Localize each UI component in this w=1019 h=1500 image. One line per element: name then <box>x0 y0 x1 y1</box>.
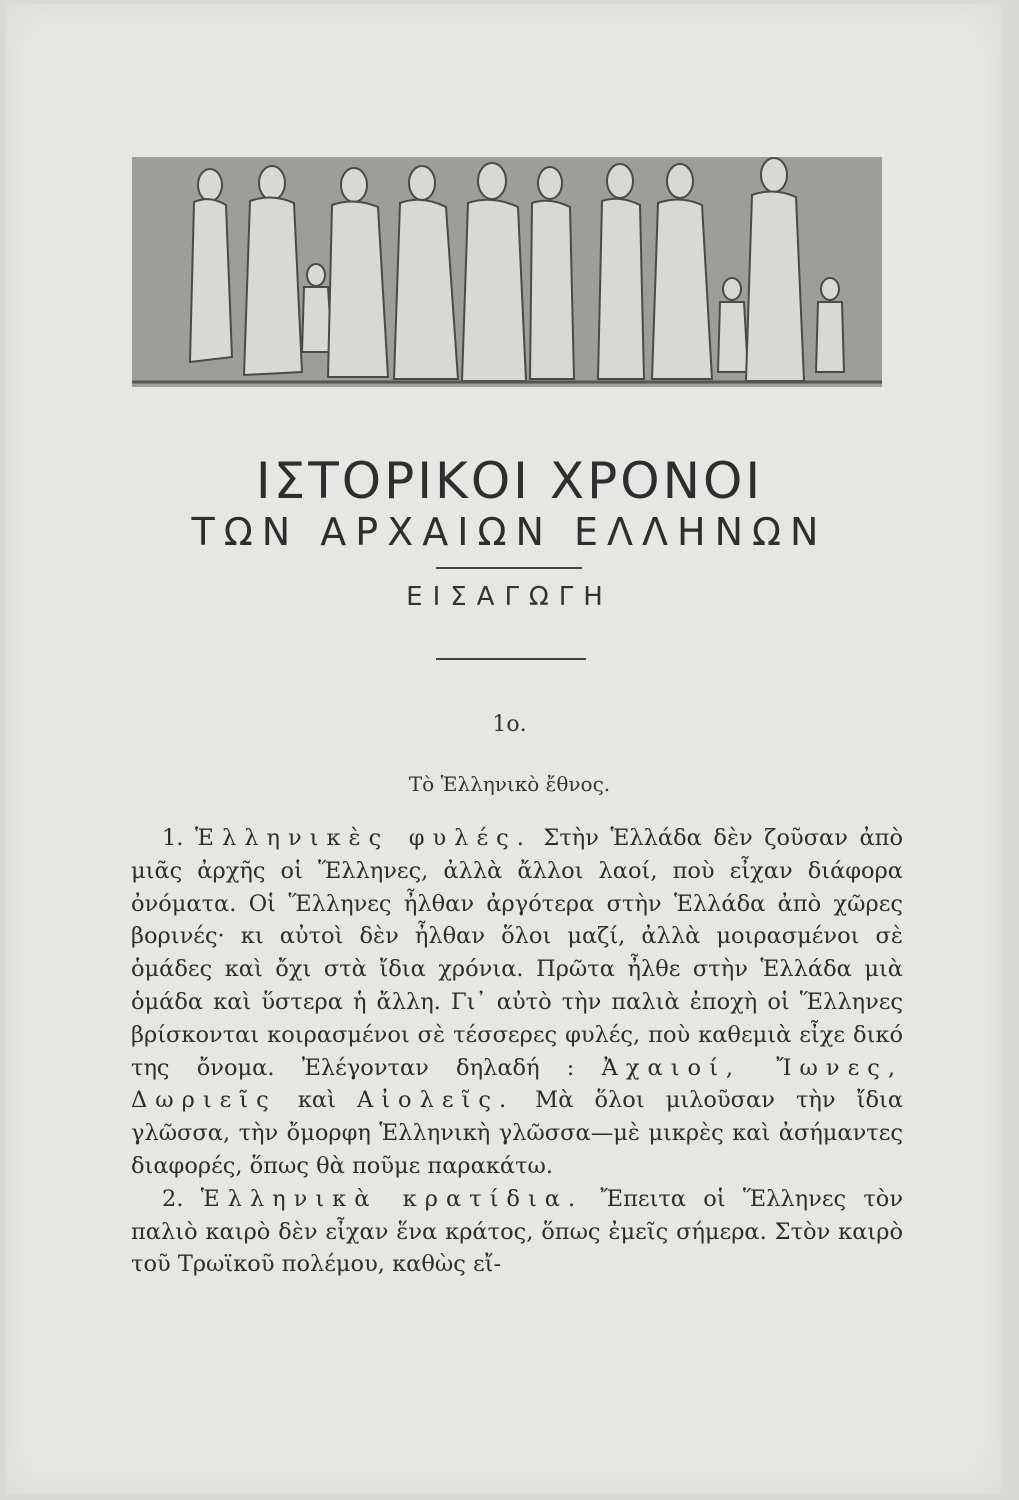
paragraph-heading: Ἑλληνικὰ κρατίδια. <box>200 1185 584 1212</box>
tribe-names: Ἀχαιοί, Ἴωνες, Δωριεῖς <box>131 1054 903 1114</box>
book-title: ΙΣΤΟΡΙΚΟΙ ΧΡΟΝΟΙ <box>255 452 764 510</box>
chapter-title: Τὸ Ἑλληνικὸ ἔθνος. <box>408 772 611 796</box>
paragraph-number: 2. <box>162 1185 184 1212</box>
tribe-name: Αἰολεῖς. <box>356 1087 515 1114</box>
relief-frieze-figures <box>132 157 882 387</box>
relief-frieze-illustration <box>132 157 882 387</box>
paragraph-number: 1. <box>162 825 184 851</box>
chapter-number: 1ο. <box>492 712 527 737</box>
paragraph-text: Μὰ ὅλοι μιλοῦσαν τὴν ἴδια γλῶσσα, τὴν ὄμορφη Ἑλληνικὴ γλῶσσα—μὲ μικρὲς καὶ ἀσήμαντες διαφορές, ὅπως θὰ ποῦμε παρακάτω. <box>131 1087 904 1179</box>
divider-rule-bottom <box>436 658 586 660</box>
body-text <box>131 822 903 1281</box>
paragraph-2 <box>131 1183 903 1281</box>
book-subtitle: ΤΩΝ ΑΡΧΑΙΩΝ ΕΛΛΗΝΩΝ <box>191 510 828 554</box>
conjunction: καὶ <box>297 1087 336 1114</box>
paragraph-text: Ἔπειτα οἱ Ἕλληνες τὸν παλιὸ καιρὸ δὲν εἶχαν ἕνα κράτος, ὅπως ἐμεῖς σήμερα. Στὸν καιρὸ τοῦ Τρωϊκοῦ πολέμου, καθὼς εἴ- <box>131 1185 904 1278</box>
paragraph-heading: Ἑλληνικὲς φυλές. <box>195 825 532 851</box>
paragraph-1 <box>131 822 903 1183</box>
divider-rule-top <box>436 567 582 569</box>
section-heading: ΕΙΣΑΓΩΓΗ <box>406 582 613 612</box>
paragraph-text: Στὴν Ἑλλάδα δὲν ζοῦσαν ἀπὸ μιᾶς ἀρχῆς οἱ Ἕλληνες, ἀλλὰ ἄλλοι λαοί, ποὺ εἶχαν διάφορα ὀνόματα. Οἱ Ἕλληνες ἦλθαν ἀργότερα στὴν Ἑλλάδα ἀπὸ χῶρες βορινές· κι αὐτοὶ δὲν ἦλθαν ὅλοι μαζί, ἀλλὰ μοιρασμένοι σὲ ὁμάδες καὶ ὄχι στὰ ἴδια χρόνια. Πρῶτα ἦλθε στὴν Ἑλλάδα μιὰ ὁμάδα καὶ ὕστερα ἡ ἄλλη. Γι᾿ αὐτὸ τὴν παλιὰ ἐποχὴ οἱ Ἕλληνες βρίσκονται κοιρασμένοι σὲ τέσσερες φυλές, ποὺ καθεμιὰ εἶχε δικό της ὄνομα. Ἐλέγονταν δηλαδή : <box>131 825 904 1081</box>
